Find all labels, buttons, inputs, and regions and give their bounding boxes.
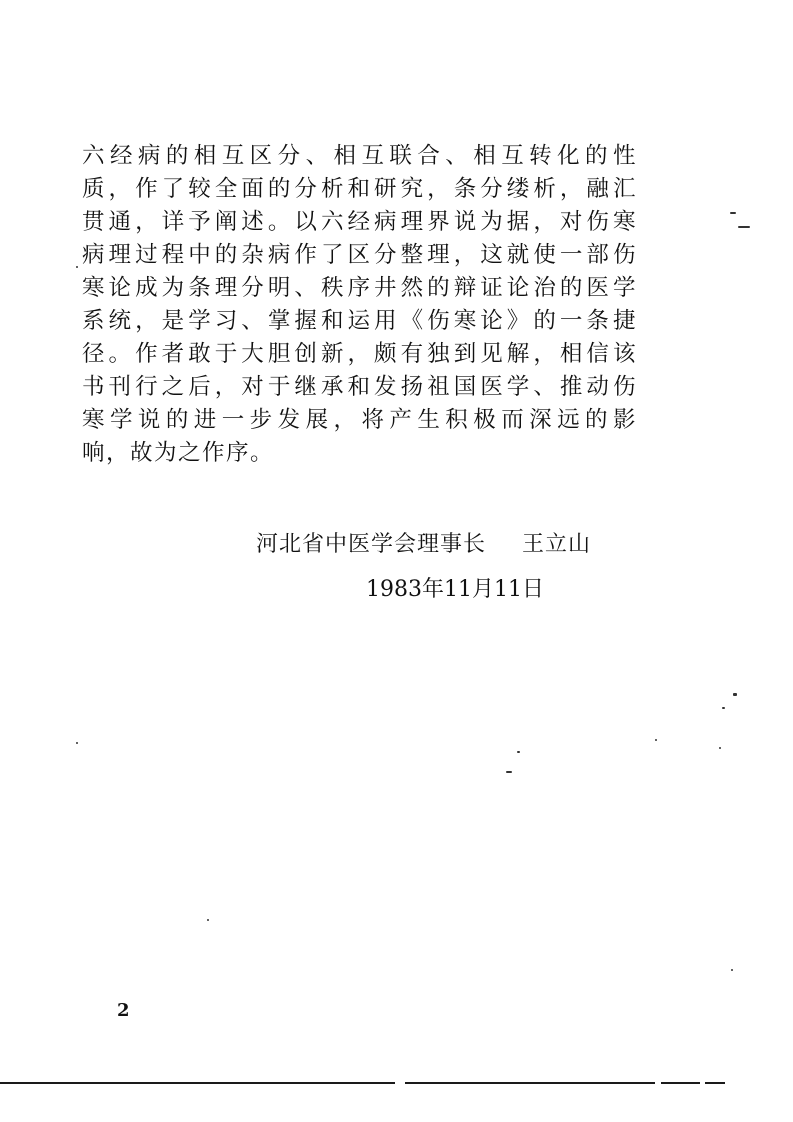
rule-gap	[655, 1081, 661, 1085]
signature-date: 1983年11月11日	[366, 577, 544, 602]
scan-speck	[733, 693, 737, 696]
body-line: 贯通，详予阐述。以六经病理界说为据，对伤寒	[82, 209, 637, 235]
body-line: 寒论成为条理分明、秩序井然的辩证论治的医学	[82, 275, 637, 301]
scan-speck	[719, 747, 721, 749]
body-line: 系统，是学习、掌握和运用《伤寒论》的一条捷	[82, 308, 637, 334]
scan-speck	[76, 266, 78, 268]
rule-gap	[700, 1081, 705, 1085]
body-line: 六经病的相互区分、相互联合、相互转化的性	[82, 143, 637, 169]
scan-speck	[730, 212, 736, 214]
scan-speck	[207, 919, 209, 921]
scan-speck	[76, 742, 78, 744]
rule-gap	[395, 1081, 405, 1085]
scan-speck	[655, 739, 657, 741]
signature	[256, 530, 591, 560]
signature-title: 河北省中医学会理事长	[256, 532, 487, 557]
body-line: 质，作了较全面的分析和研究，条分缕析，融汇	[82, 176, 637, 202]
scan-speck	[738, 226, 750, 228]
preface-body	[82, 140, 637, 470]
signature-name: 王立山	[522, 532, 592, 557]
body-line: 书刊行之后，对于继承和发扬祖国医学、推动伤	[82, 374, 637, 400]
body-line: 径。作者敢于大胆创新，颇有独到见解，相信该	[82, 341, 637, 367]
scan-speck	[517, 751, 520, 753]
body-line: 响，故为之作序。	[82, 440, 275, 466]
body-line: 寒学说的进一步发展，将产生积极而深远的影	[82, 407, 637, 433]
page-number: 2	[117, 1000, 130, 1021]
bottom-rule	[0, 1082, 725, 1084]
body-line: 病理过程中的杂病作了区分整理，这就使一部伤	[82, 242, 637, 268]
scan-speck	[722, 707, 725, 709]
scan-speck	[506, 771, 512, 773]
scan-speck	[731, 969, 733, 971]
